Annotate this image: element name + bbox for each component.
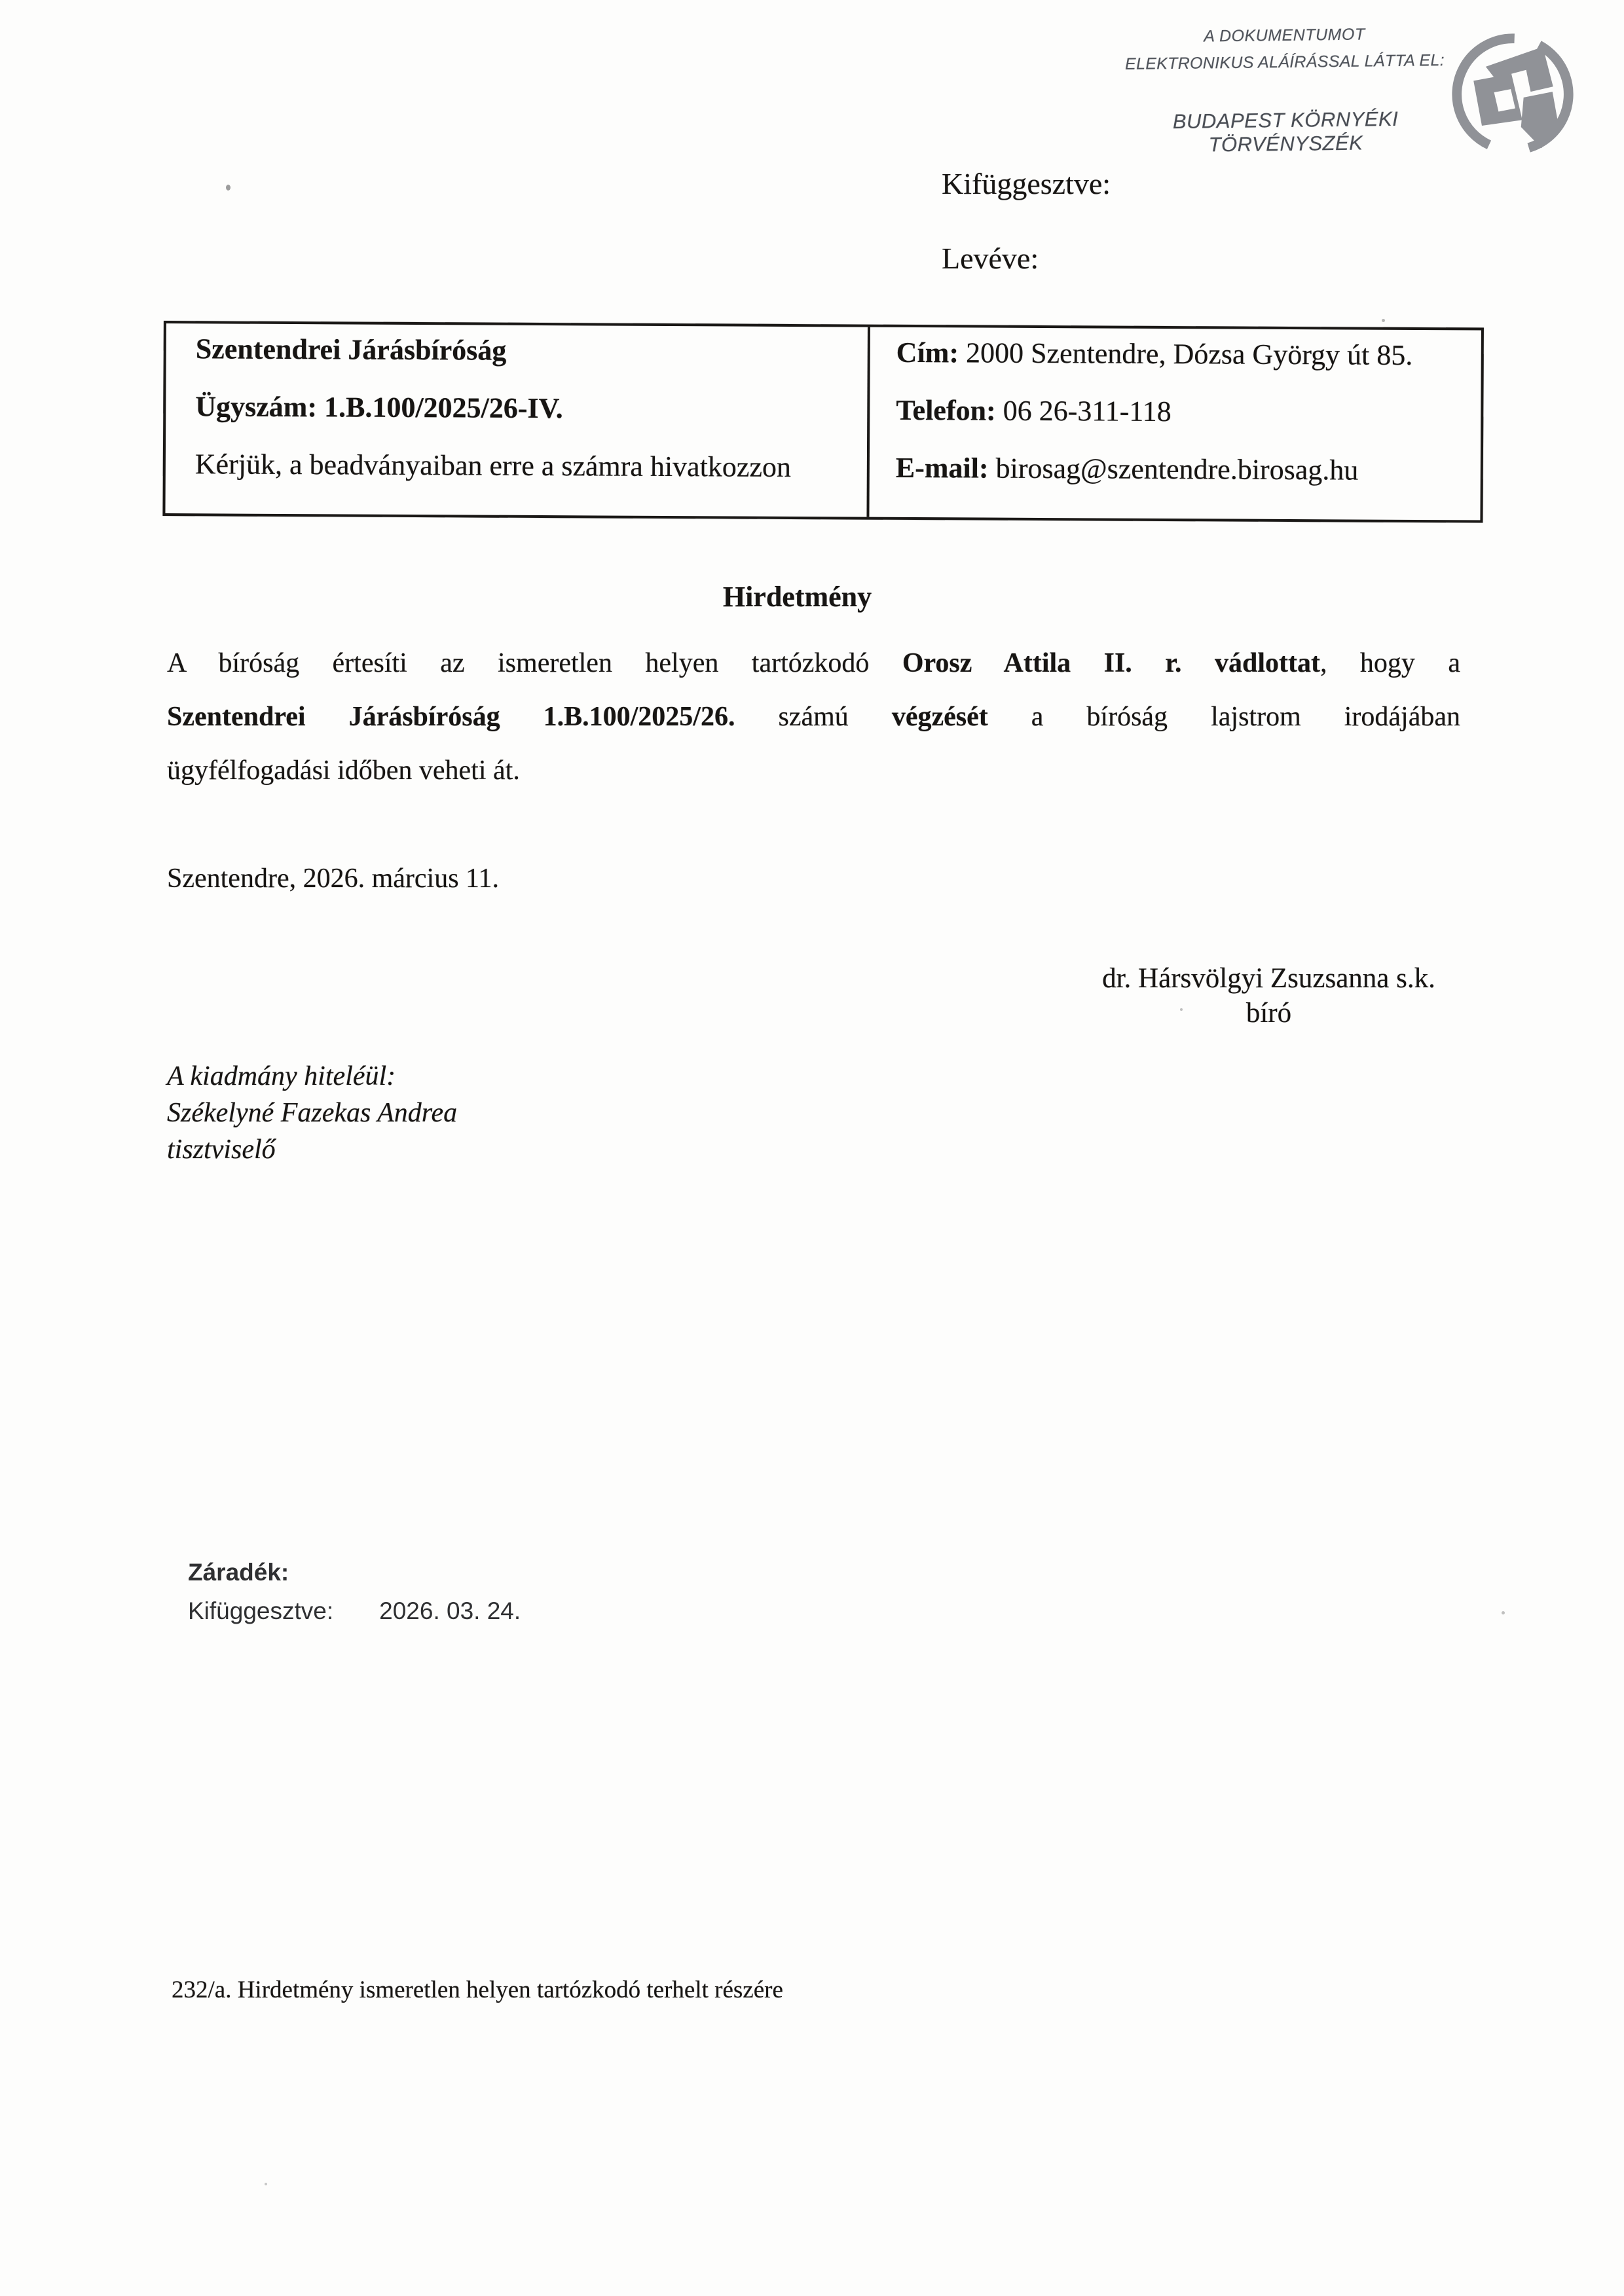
footer-form-reference: 232/a. Hirdetmény ismeretlen helyen tartózkodó terhelt részére bbox=[172, 1977, 783, 2003]
clause-label: Záradék: bbox=[188, 1559, 289, 1586]
notice-body bbox=[167, 636, 1460, 797]
posted-label: Kifüggesztve: bbox=[942, 167, 1111, 200]
case-number: Ügyszám: 1.B.100/2025/26-IV. bbox=[195, 390, 563, 425]
body-line-1 bbox=[167, 636, 1460, 690]
email-value: birosag@szentendre.birosag.hu bbox=[988, 452, 1359, 486]
body-text: számú bbox=[735, 702, 892, 732]
address-value: 2000 Szentendre, Dózsa György út 85. bbox=[958, 337, 1413, 371]
scan-speck bbox=[1502, 1611, 1505, 1614]
phone-value: 06 26-311-118 bbox=[995, 394, 1172, 428]
address-label: Cím: bbox=[896, 336, 959, 369]
scan-speck bbox=[1180, 1008, 1183, 1011]
electronic-signature-stamp bbox=[1113, 24, 1458, 158]
body-text: a bíróság lajstrom irodájában bbox=[987, 702, 1461, 732]
scan-speck bbox=[226, 185, 231, 191]
judge-name: dr. Hársvölgyi Zsuzsanna s.k. bbox=[1102, 963, 1435, 994]
body-text: A bíróság értesíti az ismeretlen helyen tartózkodó bbox=[167, 648, 902, 678]
attestation-clerk-name: Székelyné Fazekas Andrea bbox=[167, 1098, 458, 1128]
clause-posted-line bbox=[188, 1597, 521, 1625]
contact-info-cell bbox=[866, 327, 1481, 520]
address-line bbox=[896, 338, 1475, 371]
court-and-case-ref: Szentendrei Járásbíróság 1.B.100/2025/26. bbox=[167, 702, 735, 732]
phone-label: Telefon: bbox=[896, 393, 996, 427]
phone-line bbox=[896, 395, 1474, 429]
removed-label: Levéve: bbox=[942, 242, 1039, 275]
clause-posted-date: 2026. 03. 24. bbox=[379, 1597, 521, 1624]
signature-block bbox=[1077, 961, 1460, 1030]
attestation-clerk-title: tisztviselő bbox=[167, 1135, 276, 1165]
body-line-3 bbox=[167, 744, 1460, 797]
stamp-line-2: ELEKTRONIKUS ALÁÍRÁSSAL LÁTTA EL: bbox=[1124, 51, 1445, 73]
email-line bbox=[896, 453, 1474, 486]
decision-word: végzését bbox=[891, 702, 988, 732]
stamp-court-name: BUDAPEST KÖRNYÉKI TÖRVÉNYSZÉK bbox=[1172, 107, 1399, 156]
reference-note: Kérjük, a beadványaiban erre a számra hivatkozzon bbox=[194, 448, 792, 484]
defendant-name: Orosz Attila II. r. vádlottat bbox=[902, 648, 1320, 678]
body-text: , hogy a bbox=[1320, 648, 1460, 678]
judge-title: bíró bbox=[1246, 998, 1292, 1029]
court-info-cell bbox=[165, 323, 868, 517]
dateline: Szentendre, 2026. március 11. bbox=[167, 864, 499, 894]
body-line-2 bbox=[167, 690, 1460, 744]
court-name: Szentendrei Járásbíróság bbox=[195, 333, 507, 367]
scan-speck bbox=[265, 2183, 267, 2185]
attestation-block bbox=[167, 1058, 457, 1168]
scan-speck bbox=[1382, 319, 1385, 322]
court-emblem-icon bbox=[1449, 30, 1577, 158]
body-text: ügyfélfogadási időben veheti át. bbox=[167, 756, 520, 786]
stamp-line-1: A DOKUMENTUMOT bbox=[1204, 25, 1365, 46]
clause-block bbox=[188, 1559, 521, 1625]
clause-posted-label: Kifüggesztve: bbox=[188, 1597, 334, 1624]
header-table bbox=[162, 321, 1484, 523]
notice-title: Hirdetmény bbox=[722, 581, 872, 613]
email-label: E-mail: bbox=[895, 451, 989, 484]
attestation-line-1: A kiadmány hiteléül: bbox=[167, 1061, 396, 1091]
